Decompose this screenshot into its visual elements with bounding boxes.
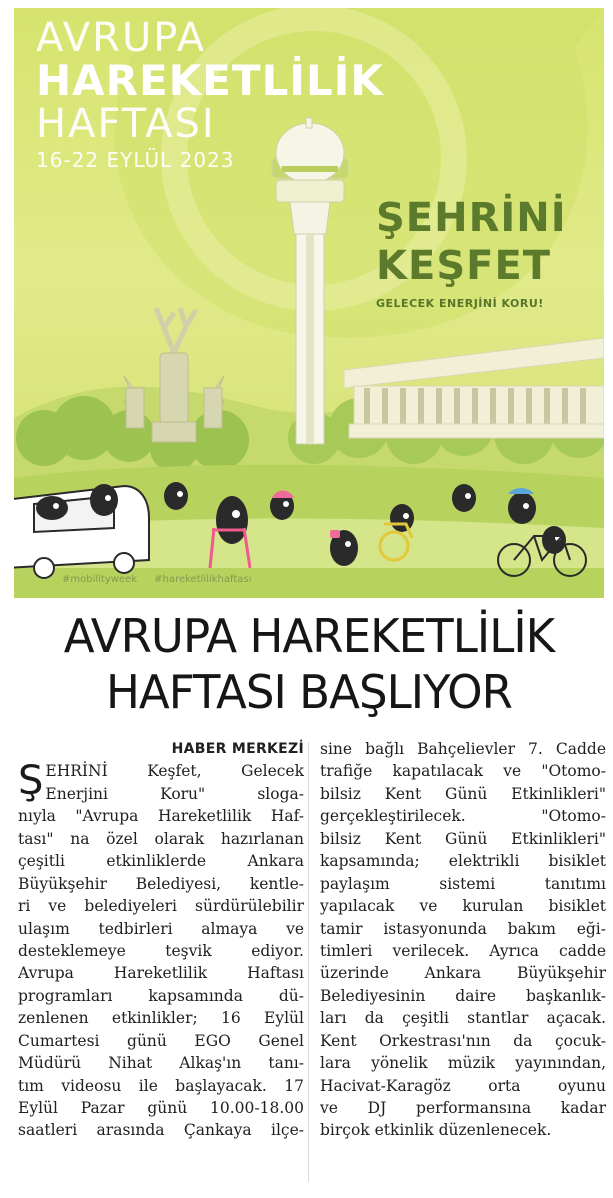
body-line: tamir istasyonunda bakım eği- [320, 919, 606, 938]
body-line: ulaşım tedbirleri almaya ve [18, 919, 304, 938]
headline-line1: AVRUPA HAREKETLİLİK [63, 609, 555, 663]
body-line: nıyla "Avrupa Hareketlilik Haf- [18, 807, 304, 826]
slogan-line2: KEŞFET [376, 243, 552, 289]
body-line: Belediyesinin daire başkanlık- [320, 986, 606, 1005]
poster-dates: 16-22 EYLÜL 2023 [36, 148, 235, 172]
body-line: Hacivat-Karagöz orta oyunu [320, 1076, 606, 1095]
poster-title-line3: HAFTASI [36, 101, 216, 147]
poster-title [36, 15, 384, 172]
headline-line2: HAFTASI BAŞLIYOR [106, 665, 512, 719]
body-line: bilsiz Kent Günü Etkinlikleri" [320, 784, 606, 803]
body-line: ları da çeşitli stantlar açacak. [320, 1009, 606, 1028]
hittite-statue [124, 308, 224, 442]
body-line: Kent Orkestrası'nın da çocuk- [320, 1031, 606, 1050]
body-line: bilsiz Kent Günü Etkinlikleri" [320, 829, 606, 848]
body-line: sine bağlı Bahçelievler 7. Cadde [320, 740, 606, 758]
body-line: EHRİNİ Keşfet, Gelecek [45, 762, 304, 781]
poster-hashtags [62, 574, 265, 585]
byline: HABER MERKEZİ [171, 741, 304, 757]
body-line: Enerjini Koru" sloga- [45, 784, 304, 803]
event-poster [14, 8, 604, 598]
article-column-right [320, 738, 606, 1142]
body-line: saatleri arasında Çankaya ilçe- [18, 1121, 304, 1140]
column-divider [308, 742, 309, 1182]
body-line: Eylül Pazar günü 10.00-18.00 [18, 1099, 304, 1117]
body-line: paylaşım sistemi tanıtımı [320, 874, 606, 893]
tram [14, 486, 149, 578]
body-line: birçok etkinlik düzenlenecek. [320, 1121, 552, 1140]
body-line: yapılacak ve kurulan bisiklet [320, 897, 606, 916]
hashtag: #mobilityweek [62, 574, 138, 585]
poster-title-line2: HAREKETLİLİK [36, 56, 384, 105]
body-line: tım videosu ile başlayacak. 17 [18, 1076, 304, 1095]
body-line: trafiğe kapatılacak ve "Otomo- [320, 762, 606, 781]
article-headline [20, 608, 598, 720]
drop-cap: Ş [18, 758, 44, 805]
body-line: gerçekleştirilecek. "Otomo- [320, 807, 606, 826]
body-line: programları kapsamında dü- [18, 986, 304, 1005]
body-line: tası" na özel olarak hazırlanan [18, 829, 304, 848]
poster-title-line1: AVRUPA [36, 15, 207, 61]
slogan-line3: GELECEK ENERJİNİ KORU! [376, 297, 544, 310]
hashtag: #hareketlilikhaftası [154, 574, 252, 585]
poster-slogan [376, 195, 567, 310]
body-line: desteklemeye teşvik ediyor. [18, 941, 304, 960]
article-column-left [18, 738, 304, 1142]
body-line: Cumartesi günü EGO Genel [18, 1031, 304, 1050]
body-line: zenlenen etkinlikler; 16 Eylül [18, 1009, 304, 1028]
body-line: timleri verilecek. Ayrıca cadde [320, 941, 606, 960]
body-line: üzerinde Ankara Büyükşehir [320, 964, 606, 983]
body-line: Müdürü Nihat Alkaş'ın tanı- [18, 1054, 304, 1073]
body-line: Avrupa Hareketlilik Haftası [18, 964, 304, 983]
monument [344, 338, 604, 438]
body-line: ri ve belediyeleri sürdürülebilir [18, 897, 304, 916]
body-line: Büyükşehir Belediyesi, kentle- [18, 874, 304, 893]
body-line: kapsamında; elektrikli bisiklet [320, 852, 606, 871]
body-line: ve DJ performansına kadar [320, 1099, 606, 1117]
slogan-line1: ŞEHRİNİ [376, 195, 567, 241]
body-line: lara yönelik müzik yayınından, [320, 1054, 606, 1073]
body-line: çeşitli etkinliklerde Ankara [18, 852, 304, 871]
